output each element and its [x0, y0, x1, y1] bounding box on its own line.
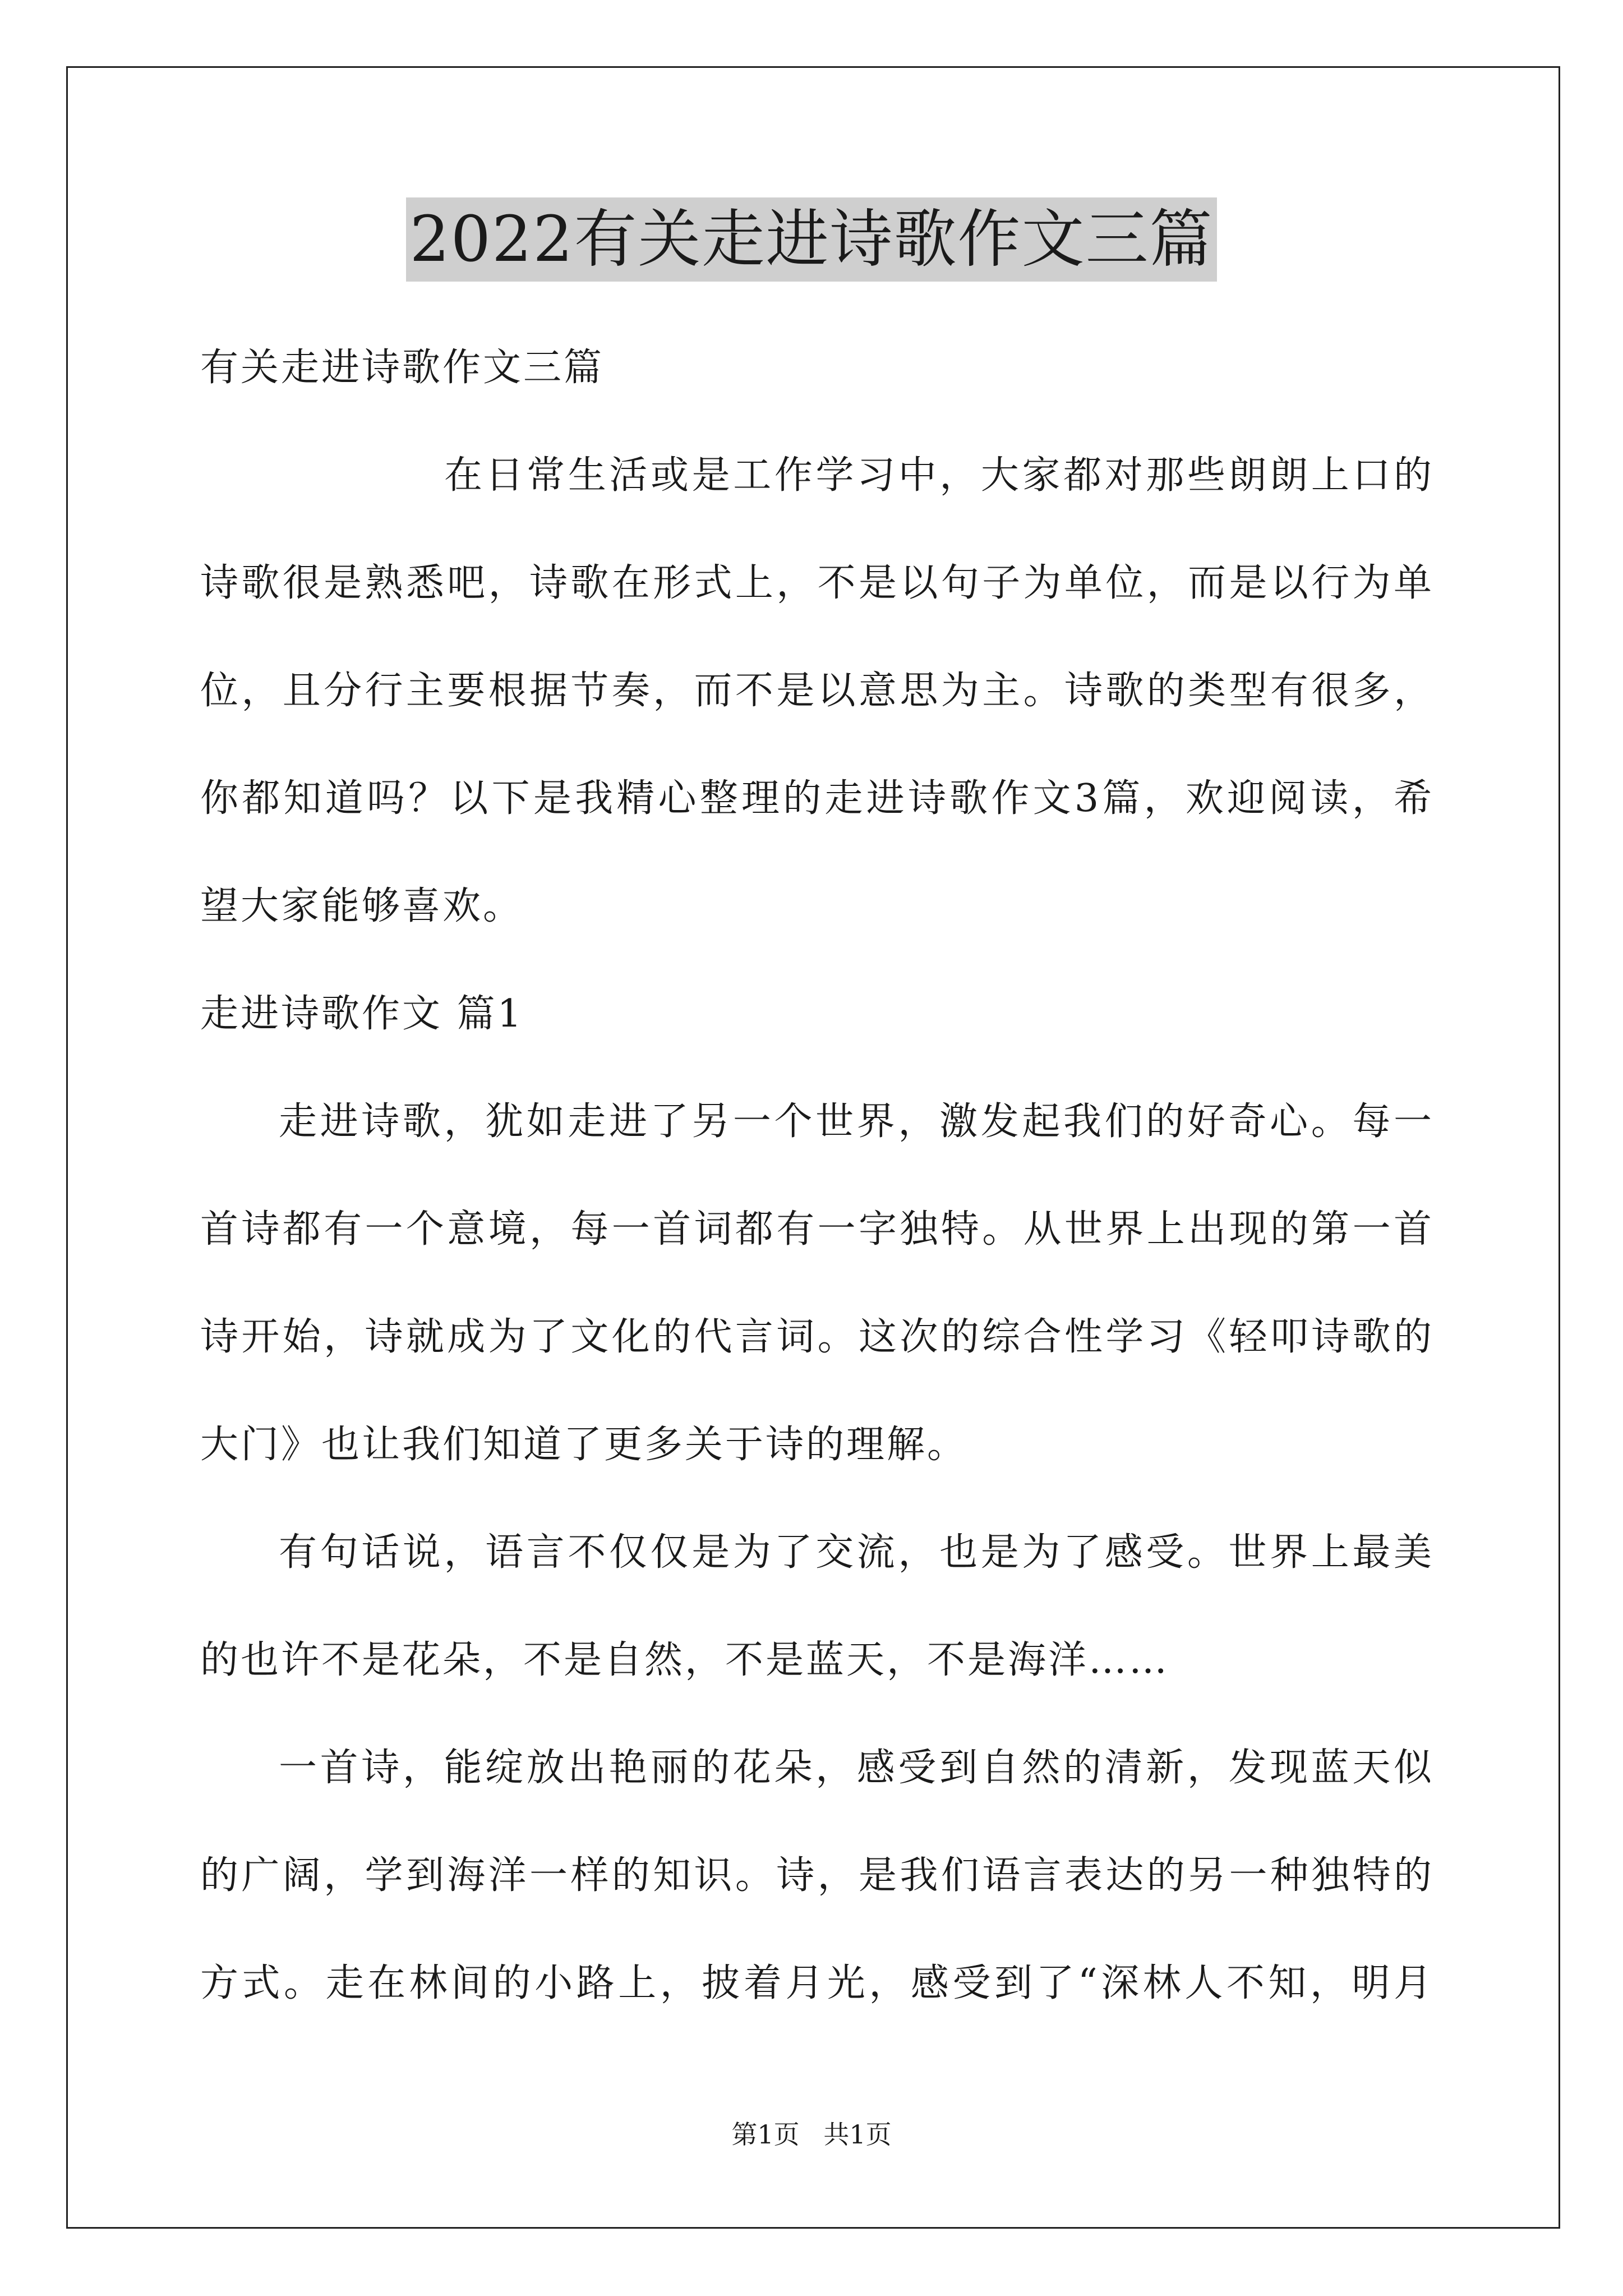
- intro-line: 望大家能够喜欢。: [200, 884, 524, 928]
- intro-line: 诗歌很是熟悉吧，诗歌在形式上，不是以句子为单位，而是以行为单: [200, 561, 1434, 605]
- paragraph-line: 的也许不是花朵，不是自然，不是蓝天，不是海洋……: [200, 1638, 1170, 1682]
- title-container: [0, 197, 1623, 282]
- page-number-total: 共1页: [823, 2119, 892, 2150]
- page-footer: [0, 2118, 1623, 2151]
- section-heading: 走进诗歌作文 篇1: [200, 992, 524, 1036]
- paragraph-line: 一首诗，能绽放出艳丽的花朵，感受到自然的清新，发现蓝天似: [279, 1746, 1434, 1790]
- page-number-current: 第1页: [731, 2119, 800, 2150]
- paragraph-line: 有句话说，语言不仅仅是为了交流，也是为了感受。世界上最美: [279, 1530, 1434, 1575]
- document-body: [200, 314, 1434, 2037]
- paragraph-line: 方式。走在林间的小路上，披着月光，感受到了“深林人不知，明月: [200, 1961, 1434, 2005]
- paragraph-line: 走进诗歌，犹如走进了另一个世界，激发起我们的好奇心。每一: [279, 1099, 1434, 1144]
- paragraph-line: 的广阔，学到海洋一样的知识。诗，是我们语言表达的另一种独特的: [200, 1853, 1434, 1898]
- paragraph-line: 首诗都有一个意境，每一首词都有一字独特。从世界上出现的第一首: [200, 1207, 1434, 1251]
- intro-line: 在日常生活或是工作学习中，大家都对那些朗朗上口的: [444, 453, 1434, 498]
- document-title: 2022有关走进诗歌作文三篇: [406, 197, 1216, 282]
- intro-line: 你都知道吗？以下是我精心整理的走进诗歌作文3篇，欢迎阅读，希: [200, 776, 1434, 821]
- paragraph-line: 诗开始，诗就成为了文化的代言词。这次的综合性学习《轻叩诗歌的: [200, 1315, 1434, 1359]
- paragraph-line: 大门》也让我们知道了更多关于诗的理解。: [200, 1423, 968, 1467]
- document-subtitle: 有关走进诗歌作文三篇: [200, 346, 605, 390]
- intro-line: 位，且分行主要根据节奏，而不是以意思为主。诗歌的类型有很多，: [200, 669, 1434, 713]
